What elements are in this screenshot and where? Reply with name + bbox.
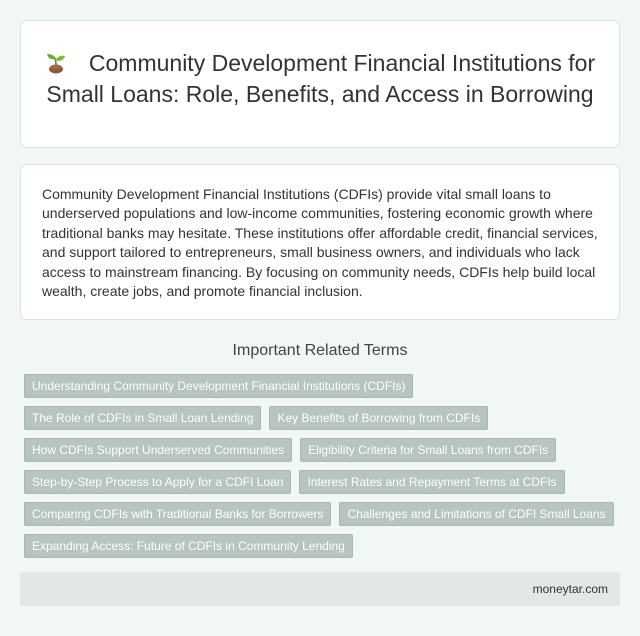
related-terms-row [24,438,624,462]
related-term-tag[interactable]: Comparing CDFIs with Traditional Banks for Borrowers [24,502,331,526]
footer-site: moneytar.com [532,582,608,596]
related-terms-row [24,406,624,430]
related-term-tag[interactable]: Key Benefits of Borrowing from CDFIs [269,406,488,430]
related-term-tag[interactable]: Expanding Access: Future of CDFIs in Community Lending [24,534,353,558]
related-term-tag[interactable]: Understanding Community Development Financial Institutions (CDFIs) [24,374,413,398]
related-terms-row [24,502,624,526]
related-term-tag[interactable]: The Role of CDFIs in Small Loan Lending [24,406,261,430]
related-terms-row [24,470,624,494]
intro-paragraph: Community Development Financial Institutions (CDFIs) provide vital small loans to underserved populations and low-income communities, fostering economic growth where traditional banks may hesitate. These institutions offer affordable credit, financial services, and support tailored to entrepreneurs, small business owners, and individuals who lack access to mainstream financing. By focusing on community needs, CDFIs help build local wealth, create jobs, and promote financial inclusion. [42,186,598,300]
related-term-tag[interactable]: Challenges and Limitations of CDFI Small Loans [339,502,613,526]
related-terms-row [24,374,624,398]
related-term-tag[interactable]: How CDFIs Support Underserved Communities [24,438,292,462]
related-term-tag[interactable]: Interest Rates and Repayment Terms at CDFIs [299,470,564,494]
related-terms-row [24,534,624,558]
title-card [20,20,620,148]
footer [20,572,620,606]
page-title: Community Development Financial Institutions for Small Loans: Role, Benefits, and Access in Borrowing [46,50,596,107]
intro-card [20,164,620,320]
related-terms-heading: Important Related Terms [232,342,408,359]
related-term-tag[interactable]: Eligibility Criteria for Small Loans from CDFIs [300,438,556,462]
seedling-icon [45,52,67,74]
related-terms-list [24,374,624,566]
related-term-tag[interactable]: Step-by-Step Process to Apply for a CDFI Loan [24,470,291,494]
